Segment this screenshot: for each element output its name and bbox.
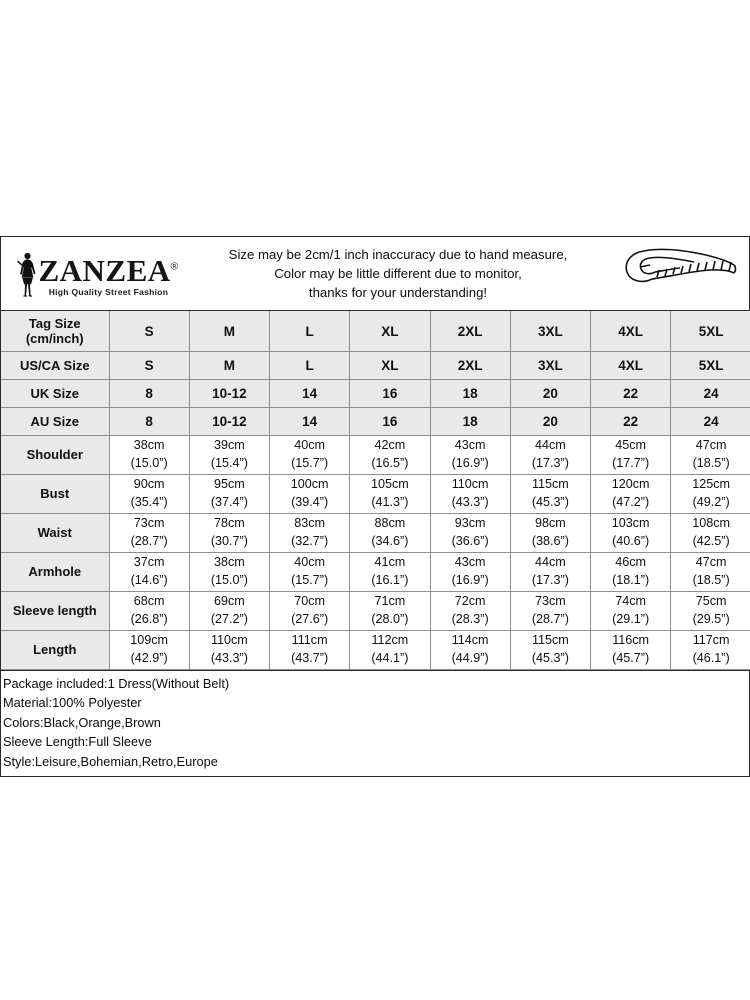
cell-armhole-l xyxy=(270,553,350,592)
cell-length-s xyxy=(109,631,189,670)
value-inch: (18.5”) xyxy=(692,573,730,587)
table-row-waist xyxy=(1,514,750,553)
cell-bust-5xl xyxy=(671,475,750,514)
value-inch: (44.9”) xyxy=(451,651,489,665)
row-label-main: Tag Size xyxy=(28,316,81,331)
value-inch: (27.6”) xyxy=(291,612,329,626)
cell-us-ca-2xl: 2XL xyxy=(430,352,510,380)
cell-uk-5xl: 24 xyxy=(671,380,750,408)
cell-uk-l: 14 xyxy=(270,380,350,408)
row-label-tag-size xyxy=(1,311,109,352)
value-inch: (32.7”) xyxy=(291,534,329,548)
value-cm: 44cm xyxy=(534,555,566,570)
table-row-sleeve-length xyxy=(1,592,750,631)
cell-tag-size-3xl: 3XL xyxy=(510,311,590,352)
value-cm: 98cm xyxy=(534,516,566,531)
value-cm: 71cm xyxy=(374,594,406,609)
cell-au-l: 14 xyxy=(270,408,350,436)
value-inch: (41.3”) xyxy=(371,495,409,509)
notice-line-2: Color may be little different due to monitor, xyxy=(274,265,522,281)
table-row-bust xyxy=(1,475,750,514)
detail-colors: Colors:Black,Orange,Brown xyxy=(3,714,161,730)
value-inch: (39.4”) xyxy=(291,495,329,509)
value-inch: (27.2”) xyxy=(210,612,248,626)
cell-tag-size-m: M xyxy=(189,311,269,352)
cell-bust-3xl xyxy=(510,475,590,514)
value-inch: (38.6”) xyxy=(531,534,569,548)
value-inch: (17.3”) xyxy=(531,456,569,470)
cell-uk-s: 8 xyxy=(109,380,189,408)
woman-silhouette-icon xyxy=(15,251,39,297)
value-inch: (16.9”) xyxy=(451,456,489,470)
cell-shoulder-4xl xyxy=(591,436,671,475)
cell-length-xl xyxy=(350,631,430,670)
brand-name-text: ZANZEA xyxy=(38,252,171,288)
cell-bust-4xl xyxy=(591,475,671,514)
cell-bust-2xl xyxy=(430,475,510,514)
value-inch: (29.5”) xyxy=(692,612,730,626)
value-inch: (26.8”) xyxy=(130,612,168,626)
value-cm: 93cm xyxy=(454,516,486,531)
table-row-armhole xyxy=(1,553,750,592)
table-row-us-ca-size xyxy=(1,352,750,380)
row-label-armhole: Armhole xyxy=(1,553,109,592)
cell-tag-size-4xl: 4XL xyxy=(591,311,671,352)
cell-shoulder-m xyxy=(189,436,269,475)
value-cm: 90cm xyxy=(133,477,165,492)
cell-uk-m: 10-12 xyxy=(189,380,269,408)
value-inch: (16.1”) xyxy=(371,573,409,587)
value-cm: 112cm xyxy=(371,633,409,648)
row-label-waist: Waist xyxy=(1,514,109,553)
value-cm: 110cm xyxy=(451,477,489,492)
value-cm: 38cm xyxy=(213,555,245,570)
notice-line-3: thanks for your understanding! xyxy=(308,285,488,301)
value-cm: 47cm xyxy=(695,438,727,453)
value-inch: (44.1”) xyxy=(371,651,409,665)
value-inch: (45.3”) xyxy=(531,651,569,665)
value-inch: (43.3”) xyxy=(451,495,489,509)
cell-au-3xl: 20 xyxy=(510,408,590,436)
cell-shoulder-3xl xyxy=(510,436,590,475)
value-inch: (46.1”) xyxy=(692,651,730,665)
value-cm: 114cm xyxy=(451,633,489,648)
measuring-tape-icon xyxy=(620,243,738,305)
value-inch: (15.0”) xyxy=(210,573,248,587)
cell-sleeve-length-2xl xyxy=(430,592,510,631)
measurement-notice xyxy=(187,245,609,302)
value-cm: 78cm xyxy=(213,516,245,531)
table-row-tag-size xyxy=(1,311,750,352)
row-label-bust: Bust xyxy=(1,475,109,514)
cell-us-ca-m: M xyxy=(189,352,269,380)
cell-bust-m xyxy=(189,475,269,514)
cell-armhole-3xl xyxy=(510,553,590,592)
value-cm: 40cm xyxy=(294,438,326,453)
cell-waist-5xl xyxy=(671,514,750,553)
value-cm: 41cm xyxy=(374,555,406,570)
cell-shoulder-l xyxy=(270,436,350,475)
cell-us-ca-l: L xyxy=(270,352,350,380)
cell-armhole-2xl xyxy=(430,553,510,592)
value-inch: (14.6”) xyxy=(130,573,168,587)
value-cm: 83cm xyxy=(294,516,326,531)
detail-package-included: Package included:1 Dress(Without Belt) xyxy=(3,676,230,691)
value-cm: 70cm xyxy=(294,594,326,609)
value-cm: 68cm xyxy=(133,594,165,609)
row-label-au-size: AU Size xyxy=(1,408,109,436)
value-cm: 109cm xyxy=(130,633,169,648)
cell-au-m: 10-12 xyxy=(189,408,269,436)
cell-tag-size-s: S xyxy=(109,311,189,352)
value-inch: (28.7”) xyxy=(531,612,569,626)
value-cm: 73cm xyxy=(534,594,566,609)
cell-bust-s xyxy=(109,475,189,514)
cell-us-ca-5xl: 5XL xyxy=(671,352,750,380)
value-inch: (17.7”) xyxy=(612,456,650,470)
table-row-uk-size xyxy=(1,380,750,408)
cell-waist-s xyxy=(109,514,189,553)
value-cm: 72cm xyxy=(454,594,486,609)
table-row-au-size xyxy=(1,408,750,436)
cell-length-4xl xyxy=(591,631,671,670)
value-cm: 42cm xyxy=(374,438,406,453)
value-inch: (43.3”) xyxy=(210,651,248,665)
value-inch: (17.3”) xyxy=(531,573,569,587)
value-cm: 44cm xyxy=(534,438,566,453)
cell-length-l xyxy=(270,631,350,670)
cell-bust-xl xyxy=(350,475,430,514)
row-label-sleeve-length: Sleeve length xyxy=(1,592,109,631)
value-cm: 73cm xyxy=(133,516,165,531)
value-cm: 115cm xyxy=(531,477,569,492)
cell-au-xl: 16 xyxy=(350,408,430,436)
value-inch: (40.6”) xyxy=(612,534,650,548)
value-inch: (28.7”) xyxy=(130,534,168,548)
cell-tag-size-2xl: 2XL xyxy=(430,311,510,352)
cell-armhole-4xl xyxy=(591,553,671,592)
cell-uk-4xl: 22 xyxy=(591,380,671,408)
value-inch: (45.3”) xyxy=(531,495,569,509)
cell-shoulder-s xyxy=(109,436,189,475)
value-cm: 43cm xyxy=(454,438,486,453)
row-label-uk-size: UK Size xyxy=(1,380,109,408)
value-cm: 74cm xyxy=(615,594,647,609)
detail-sleeve-length: Sleeve Length:Full Sleeve xyxy=(3,734,152,750)
cell-length-m xyxy=(189,631,269,670)
cell-sleeve-length-4xl xyxy=(591,592,671,631)
brand-logo xyxy=(1,251,187,297)
table-row-shoulder xyxy=(1,436,750,475)
cell-armhole-5xl xyxy=(671,553,750,592)
cell-waist-4xl xyxy=(591,514,671,553)
cell-length-2xl xyxy=(430,631,510,670)
cell-shoulder-5xl xyxy=(671,436,750,475)
value-cm: 95cm xyxy=(213,477,245,492)
value-cm: 47cm xyxy=(695,555,727,570)
value-inch: (36.6”) xyxy=(451,534,489,548)
chart-banner xyxy=(1,237,749,311)
cell-sleeve-length-3xl xyxy=(510,592,590,631)
cell-waist-2xl xyxy=(430,514,510,553)
row-label-sub: (cm/inch) xyxy=(25,331,84,346)
value-inch: (45.7”) xyxy=(612,651,650,665)
value-inch: (49.2”) xyxy=(692,495,730,509)
cell-uk-xl: 16 xyxy=(350,380,430,408)
table-row-length xyxy=(1,631,750,670)
value-cm: 110cm xyxy=(210,633,248,648)
value-inch: (18.1”) xyxy=(612,573,650,587)
cell-au-2xl: 18 xyxy=(430,408,510,436)
cell-uk-3xl: 20 xyxy=(510,380,590,408)
value-cm: 115cm xyxy=(531,633,569,648)
cell-au-5xl: 24 xyxy=(671,408,750,436)
detail-style: Style:Leisure,Bohemian,Retro,Europe xyxy=(3,753,218,769)
value-cm: 100cm xyxy=(290,477,329,492)
value-cm: 103cm xyxy=(611,516,650,531)
cell-tag-size-5xl: 5XL xyxy=(671,311,750,352)
cell-shoulder-2xl xyxy=(430,436,510,475)
value-cm: 117cm xyxy=(692,633,730,648)
product-details xyxy=(1,670,749,776)
cell-waist-3xl xyxy=(510,514,590,553)
value-inch: (37.4”) xyxy=(210,495,248,509)
cell-us-ca-s: S xyxy=(109,352,189,380)
value-cm: 46cm xyxy=(615,555,647,570)
value-inch: (30.7”) xyxy=(210,534,248,548)
value-cm: 108cm xyxy=(692,516,731,531)
value-cm: 40cm xyxy=(294,555,326,570)
cell-bust-l xyxy=(270,475,350,514)
size-chart-sheet xyxy=(0,236,750,777)
value-inch: (43.7”) xyxy=(291,651,329,665)
value-inch: (42.9”) xyxy=(130,651,168,665)
value-inch: (29.1”) xyxy=(612,612,650,626)
value-inch: (15.0”) xyxy=(130,456,168,470)
value-inch: (16.5”) xyxy=(371,456,409,470)
cell-length-5xl xyxy=(671,631,750,670)
brand-name xyxy=(38,252,179,288)
size-chart-table xyxy=(1,311,750,670)
value-inch: (47.2”) xyxy=(612,495,650,509)
row-label-us-ca-size: US/CA Size xyxy=(1,352,109,380)
cell-uk-2xl: 18 xyxy=(430,380,510,408)
measuring-tape-illustration xyxy=(609,243,749,305)
value-inch: (15.7”) xyxy=(291,456,329,470)
cell-waist-m xyxy=(189,514,269,553)
value-cm: 45cm xyxy=(615,438,647,453)
value-cm: 69cm xyxy=(213,594,245,609)
cell-tag-size-l: L xyxy=(270,311,350,352)
value-cm: 116cm xyxy=(612,633,650,648)
value-cm: 39cm xyxy=(213,438,245,453)
value-inch: (28.0”) xyxy=(371,612,409,626)
value-inch: (42.5”) xyxy=(692,534,730,548)
detail-material: Material:100% Polyester xyxy=(3,695,142,711)
value-inch: (34.6”) xyxy=(371,534,409,548)
value-inch: (16.9”) xyxy=(451,573,489,587)
value-cm: 38cm xyxy=(133,438,165,453)
value-cm: 111cm xyxy=(291,633,328,648)
value-cm: 37cm xyxy=(133,555,165,570)
cell-us-ca-3xl: 3XL xyxy=(510,352,590,380)
cell-waist-l xyxy=(270,514,350,553)
cell-shoulder-xl xyxy=(350,436,430,475)
cell-length-3xl xyxy=(510,631,590,670)
value-inch: (15.4”) xyxy=(210,456,248,470)
cell-sleeve-length-l xyxy=(270,592,350,631)
value-cm: 125cm xyxy=(692,477,731,492)
cell-sleeve-length-s xyxy=(109,592,189,631)
cell-waist-xl xyxy=(350,514,430,553)
brand-tagline: High Quality Street Fashion xyxy=(48,286,169,297)
notice-line-1: Size may be 2cm/1 inch inaccuracy due to hand measure, xyxy=(228,246,568,262)
value-cm: 88cm xyxy=(374,516,406,531)
cell-armhole-m xyxy=(189,553,269,592)
cell-au-s: 8 xyxy=(109,408,189,436)
value-cm: 43cm xyxy=(454,555,486,570)
value-inch: (35.4”) xyxy=(130,495,168,509)
cell-us-ca-4xl: 4XL xyxy=(591,352,671,380)
cell-sleeve-length-5xl xyxy=(671,592,750,631)
value-cm: 105cm xyxy=(370,477,409,492)
value-inch: (18.5”) xyxy=(692,456,730,470)
value-cm: 75cm xyxy=(695,594,727,609)
cell-tag-size-xl: XL xyxy=(350,311,430,352)
cell-sleeve-length-m xyxy=(189,592,269,631)
value-inch: (15.7”) xyxy=(291,573,329,587)
cell-armhole-s xyxy=(109,553,189,592)
value-cm: 120cm xyxy=(611,477,650,492)
value-inch: (28.3”) xyxy=(451,612,489,626)
row-label-shoulder: Shoulder xyxy=(1,436,109,475)
cell-armhole-xl xyxy=(350,553,430,592)
row-label-length: Length xyxy=(1,631,109,670)
registered-mark: ® xyxy=(170,261,179,273)
cell-sleeve-length-xl xyxy=(350,592,430,631)
cell-au-4xl: 22 xyxy=(591,408,671,436)
cell-us-ca-xl: XL xyxy=(350,352,430,380)
